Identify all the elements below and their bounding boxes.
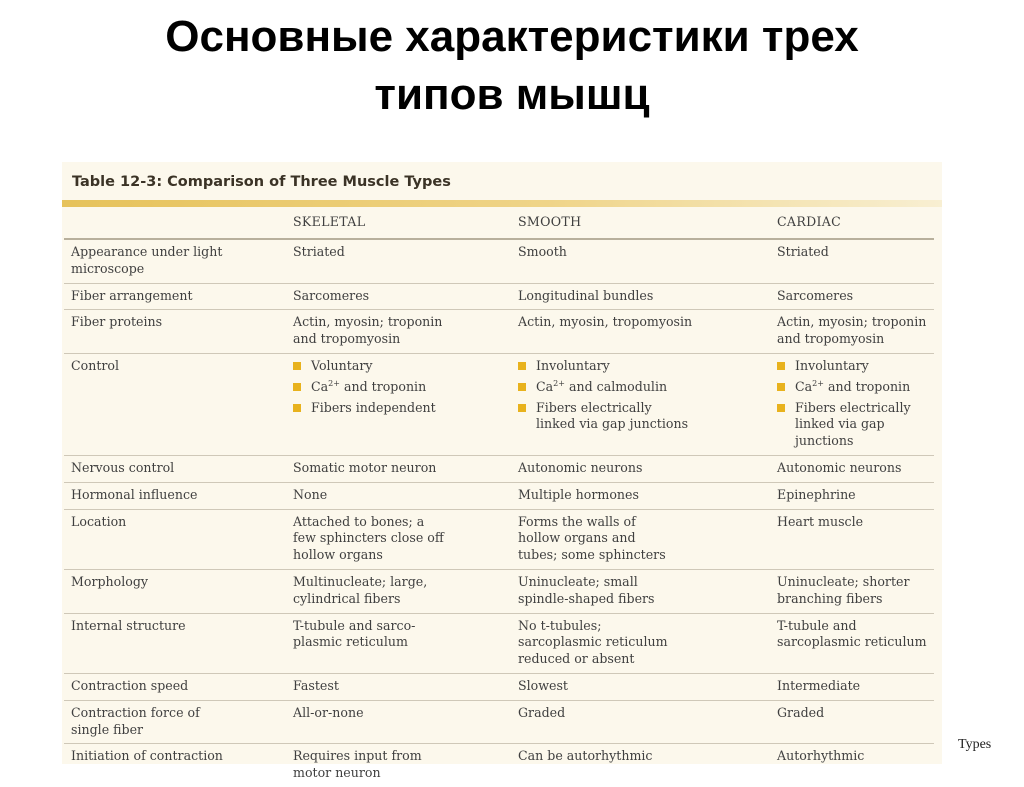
row-label [64,353,293,455]
square-bullet-icon [518,383,526,391]
row-label [64,509,293,569]
skeletal-cell-line: Fastest [293,677,339,693]
smooth-cell-line: Slowest [518,677,568,693]
control-bullet-item [518,400,773,434]
row-label-line: Contraction speed [71,677,189,693]
smooth-cell-line: Autonomic neurons [518,459,643,475]
smooth-cell-line: sarcoplasmic reticulum [518,634,668,650]
square-bullet-icon [777,362,785,370]
row-label [64,569,293,613]
row-label-line: microscope [71,260,145,276]
skeletal-cell-line: plasmic reticulum [293,634,408,650]
cardiac-cell [777,239,934,283]
row-label [64,482,293,509]
skeletal-cell [293,283,518,310]
cardiac-cell [777,482,934,509]
skeletal-cell [293,509,518,569]
skeletal-cell-line: Somatic motor neuron [293,459,437,475]
control-bullet-list [293,358,514,416]
bullet-text-tail: and troponin [823,378,911,394]
slide-title-line-2: типов мышц [374,70,650,119]
control-bullet-item [293,379,514,396]
bullet-text-tail: and troponin [339,378,427,394]
cardiac-cell [777,673,934,700]
square-bullet-icon [293,362,301,370]
control-bullet-list [777,358,930,450]
smooth-cell-line: Forms the walls of [518,513,636,529]
skeletal-cell [293,744,518,787]
table-row [64,509,934,569]
table-row [64,353,934,455]
skeletal-cell-line: and tropomyosin [293,331,401,347]
smooth-cell [518,613,777,673]
cardiac-cell-line: Autorhythmic [777,748,865,764]
table-body [64,239,934,787]
cardiac-cell [777,353,934,455]
row-label [64,744,293,787]
bullet-text-line-2: linked via gap junctions [795,416,885,449]
row-label [64,455,293,482]
skeletal-cell-line: Requires input from [293,748,422,764]
skeletal-cell [293,673,518,700]
control-bullet-item [293,358,514,375]
cardiac-cell-line: Heart muscle [777,513,864,529]
bullet-text-line-2: linked via gap junctions [536,416,689,432]
bullet-text: Ca [536,378,554,394]
cardiac-cell [777,744,934,787]
cardiac-cell [777,569,934,613]
smooth-cell-line: Smooth [518,244,567,259]
smooth-cell [518,482,777,509]
skeletal-cell [293,455,518,482]
cardiac-cell-line: Sarcomeres [777,287,854,303]
cardiac-cell [777,613,934,673]
row-label [64,613,293,673]
table-row [64,455,934,482]
skeletal-cell [293,700,518,744]
smooth-cell-line: Can be autorhythmic [518,748,653,764]
row-label-line: Contraction force of [71,704,200,720]
smooth-cell-line: Longitudinal bundles [518,287,654,303]
smooth-cell [518,700,777,744]
table-row [64,744,934,787]
cardiac-cell [777,700,934,744]
table-row [64,613,934,673]
bullet-text: Ca [795,378,813,394]
control-bullet-item [777,400,930,450]
skeletal-cell-line: All-or-none [293,704,364,720]
smooth-cell-line: spindle-shaped fibers [518,590,655,606]
smooth-cell-line: tubes; some sphincters [518,547,666,563]
row-label-line: Fiber arrangement [71,287,193,303]
control-bullet-item [518,358,773,375]
square-bullet-icon [293,383,301,391]
smooth-cell-line: hollow organs and [518,530,636,546]
skeletal-cell-line: Attached to bones; a [293,513,425,529]
cardiac-cell-line: branching fibers [777,590,883,606]
cardiac-cell-line: Striated [777,244,829,259]
skeletal-cell [293,482,518,509]
square-bullet-icon [777,383,785,391]
smooth-cell-line: No t-tubules; [518,617,602,633]
bullet-text: Fibers electrically [536,399,652,415]
skeletal-cell [293,239,518,283]
control-bullet-item [777,358,930,375]
skeletal-cell-line: few sphincters close off [293,530,444,546]
table-row [64,283,934,310]
row-label-line: single fiber [71,721,144,737]
smooth-cell [518,569,777,613]
comparison-table [64,212,934,787]
smooth-cell-line: Uninucleate; small [518,573,638,589]
square-bullet-icon [518,404,526,412]
bullet-text: Involuntary [795,357,869,373]
smooth-cell [518,310,777,354]
bullet-text: Ca [311,378,329,394]
bullet-text: Voluntary [311,357,373,373]
control-bullet-item [293,400,514,417]
bullet-text-tail: and calmodulin [564,378,668,394]
skeletal-cell-line: None [293,486,328,502]
header-row [64,212,934,239]
control-bullet-list [518,358,773,433]
cardiac-cell [777,310,934,354]
row-label-line: Hormonal influence [71,486,198,502]
smooth-cell [518,455,777,482]
skeletal-cell-line: Sarcomeres [293,287,370,303]
square-bullet-icon [293,404,301,412]
row-label [64,310,293,354]
table-row [64,482,934,509]
bullet-text: Involuntary [536,357,610,373]
table-caption: Table 12-3: Comparison of Three Muscle Types [72,174,451,190]
cardiac-cell-line: T-tubule and [777,617,857,633]
smooth-cell [518,283,777,310]
square-bullet-icon [518,362,526,370]
header-cell-skeletal: SKELETAL [293,214,366,229]
slide-title-line-1: Основные характеристики трех [165,12,859,61]
smooth-cell-line: Actin, myosin, tropomyosin [518,314,693,330]
smooth-cell [518,509,777,569]
table-row [64,310,934,354]
table-row [64,239,934,283]
skeletal-cell [293,310,518,354]
bullet-text: Fibers independent [311,399,436,415]
row-label-line: Nervous control [71,459,175,475]
skeletal-cell-line: T-tubule and sarco- [293,617,416,633]
table-row [64,569,934,613]
cardiac-cell-line: Epinephrine [777,486,856,502]
smooth-cell [518,673,777,700]
row-label-line: Control [71,357,120,373]
row-label-line: Location [71,513,127,529]
comparison-table-card [62,162,942,781]
ion-charge: 2+ [812,378,824,388]
cardiac-cell-line: Intermediate [777,677,861,693]
skeletal-cell-line: hollow organs [293,547,383,563]
smooth-cell [518,353,777,455]
caption-rule [62,200,942,207]
skeletal-cell-line: Actin, myosin; troponin [293,314,443,330]
row-label-line: Fiber proteins [71,314,163,330]
smooth-cell-line: reduced or absent [518,651,635,667]
header-cell-cardiac: CARDIAC [777,214,842,229]
row-label-line: Initiation of contraction [71,748,223,764]
skeletal-cell [293,613,518,673]
smooth-cell [518,744,777,787]
cardiac-cell-line: sarcoplasmic reticulum [777,634,927,650]
square-bullet-icon [777,404,785,412]
cardiac-cell-line: Uninucleate; shorter [777,573,910,589]
footer-tag: Types [958,737,992,752]
cardiac-cell [777,509,934,569]
row-label [64,673,293,700]
cardiac-cell-line: Actin, myosin; troponin [777,314,927,330]
table-row [64,673,934,700]
table-row [64,700,934,744]
cardiac-cell [777,283,934,310]
cardiac-cell-line: and tropomyosin [777,331,885,347]
control-bullet-item [518,379,773,396]
row-label-line: Internal structure [71,617,186,633]
cardiac-cell-line: Autonomic neurons [777,459,902,475]
smooth-cell-line: Graded [518,704,566,720]
smooth-cell-line: Multiple hormones [518,486,639,502]
row-label-line: Morphology [71,573,149,589]
cardiac-cell-line: Graded [777,704,825,720]
cardiac-cell [777,455,934,482]
smooth-cell [518,239,777,283]
row-label [64,700,293,744]
control-bullet-item [777,379,930,396]
skeletal-cell-line: Striated [293,244,345,259]
ion-charge: 2+ [553,378,565,388]
slide-title [0,8,1024,124]
ion-charge: 2+ [328,378,340,388]
skeletal-cell [293,569,518,613]
row-label [64,239,293,283]
skeletal-cell-line: Multinucleate; large, [293,573,428,589]
bullet-text: Fibers electrically [795,399,911,415]
skeletal-cell [293,353,518,455]
header-cell-blank [64,212,293,239]
row-label [64,283,293,310]
skeletal-cell-line: motor neuron [293,765,381,781]
header-cell-smooth: SMOOTH [518,214,582,229]
skeletal-cell-line: cylindrical fibers [293,590,401,606]
row-label-line: Appearance under light [71,244,223,259]
